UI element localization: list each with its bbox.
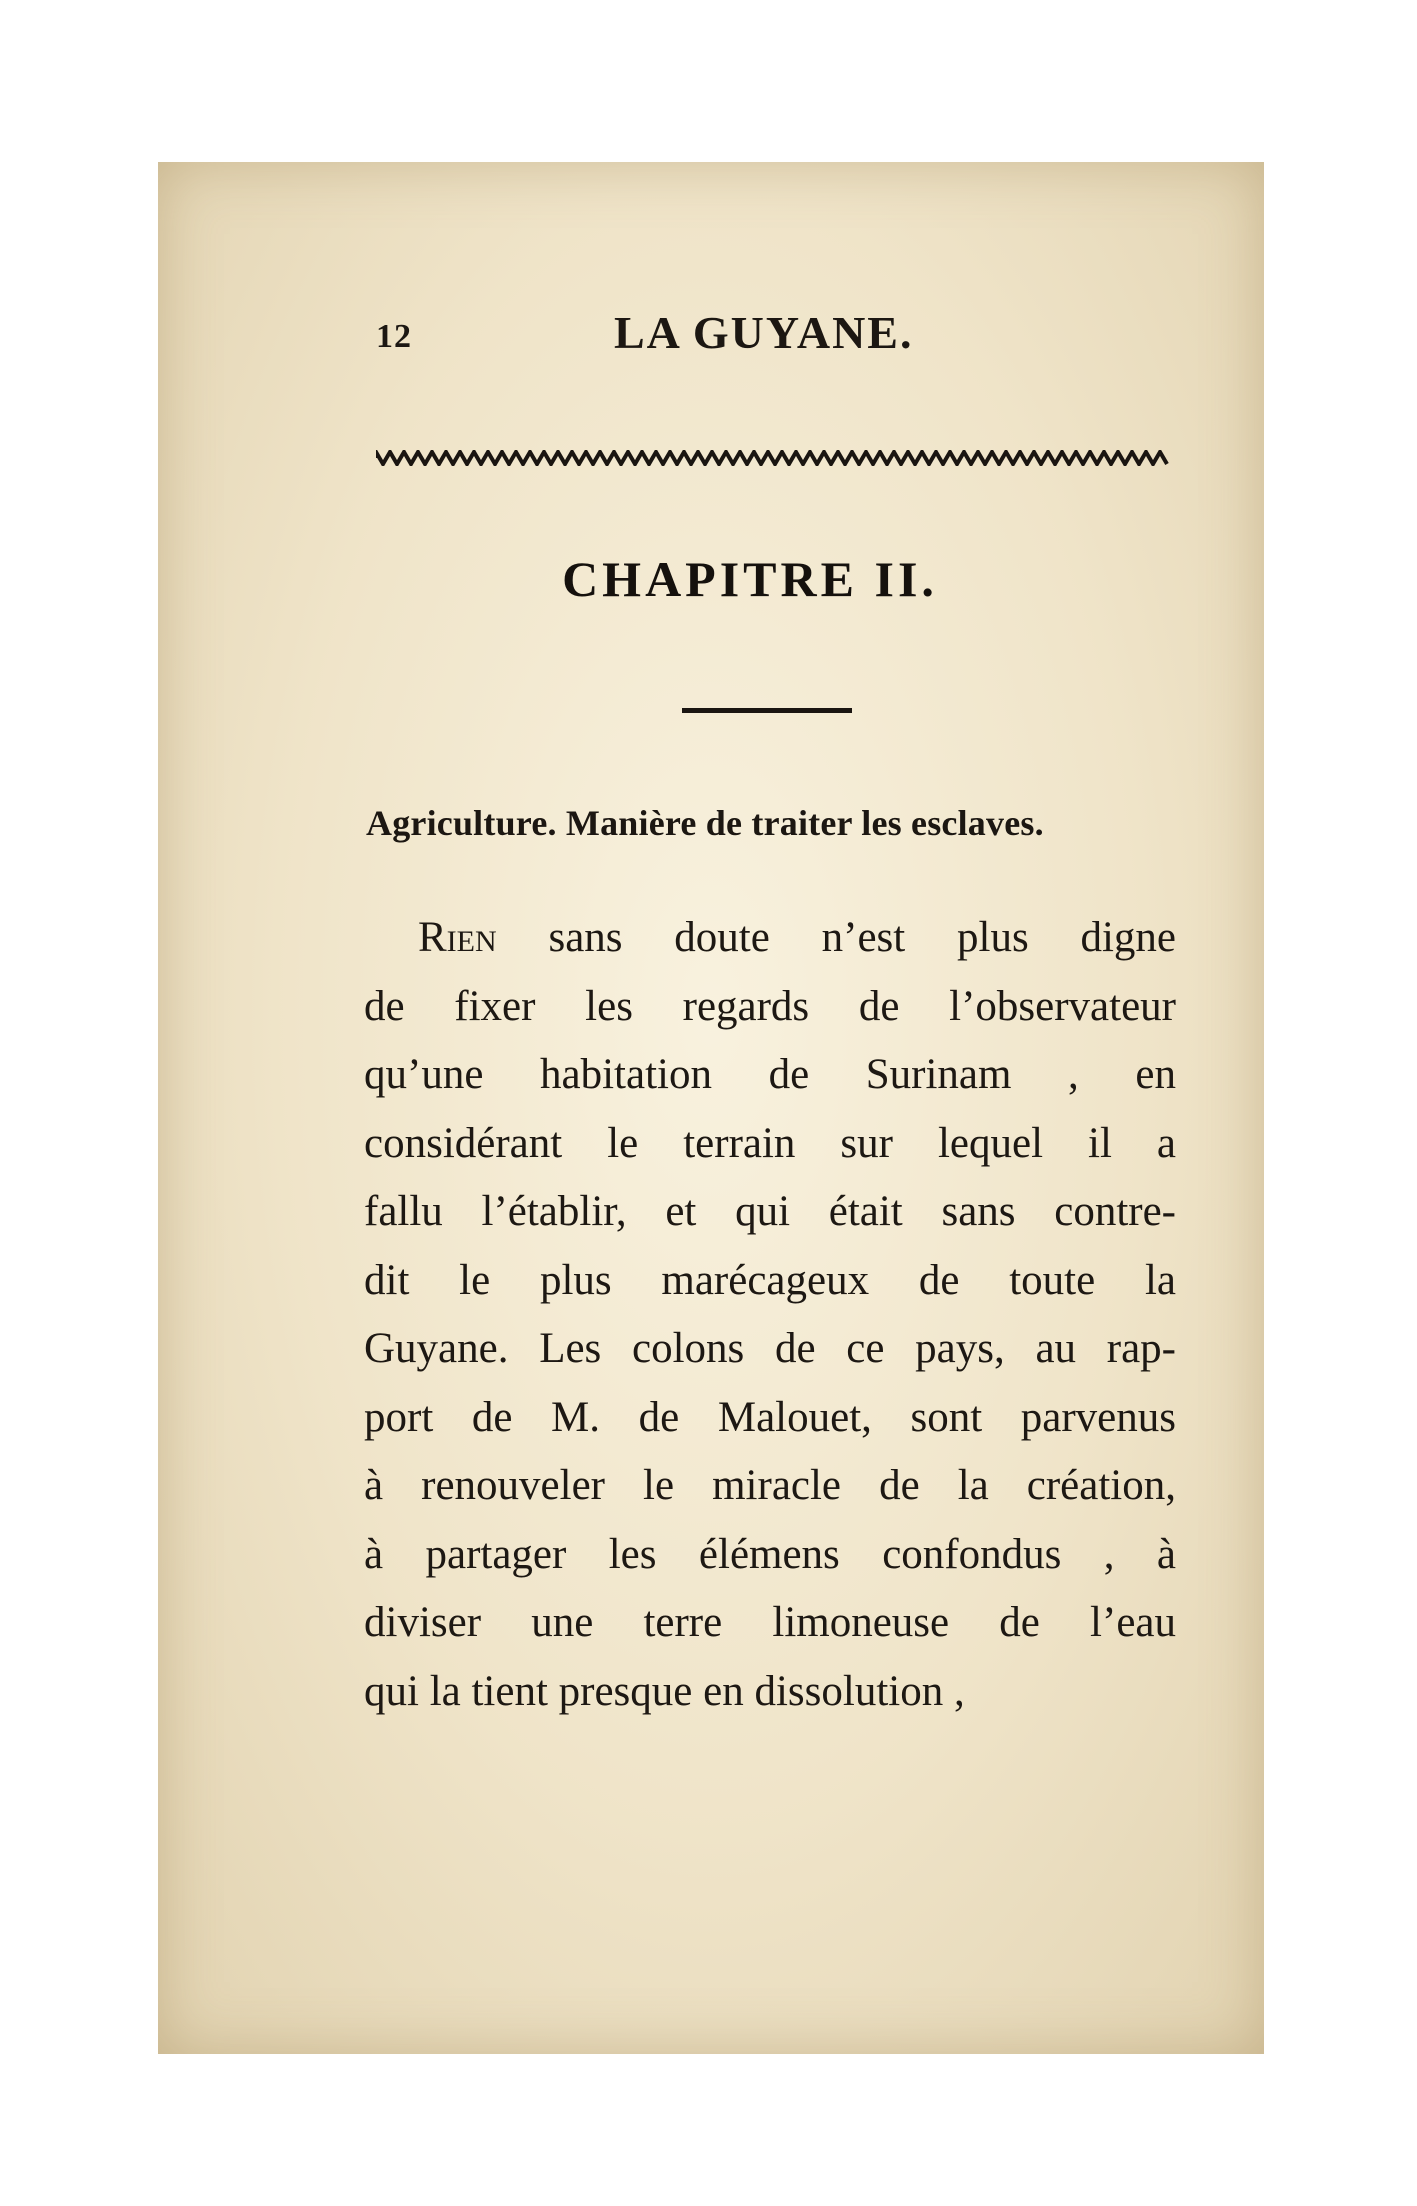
- body-line: diviser une terre limoneuse de l’eau: [364, 1599, 1176, 1646]
- body-paragraph: [364, 904, 1176, 1726]
- first-line-rest: sans doute n’est plus digne: [496, 914, 1176, 961]
- body-line-first: [364, 904, 1176, 973]
- body-line-last: qui la tient presque en dissolution ,: [364, 1667, 965, 1715]
- body-line: dit le plus marécageux de toute la: [364, 1256, 1176, 1304]
- body-line: fallu l’établir, et qui était sans contre-: [364, 1188, 1176, 1235]
- body-line: de fixer les regards de l’observateur: [364, 982, 1176, 1030]
- running-title: LA GUYANE.: [614, 307, 914, 358]
- running-head: [158, 302, 1264, 362]
- page-number: 12: [376, 318, 412, 355]
- drop-word: Rien: [418, 914, 497, 961]
- body-line: qu’une habitation de Surinam , en: [364, 1051, 1176, 1098]
- chapter-summary: Agriculture. Manière de traiter les esclaves.: [366, 803, 1044, 843]
- body-line: considérant le terrain sur lequel il a: [364, 1119, 1176, 1167]
- body-line: à partager les élémens confondus , à: [364, 1530, 1176, 1578]
- body-line: à renouveler le miracle de la création,: [364, 1462, 1176, 1509]
- section-divider: [682, 708, 852, 713]
- ornamental-wavy-rule: [376, 450, 1172, 466]
- body-line: port de M. de Malouet, sont parvenus: [364, 1393, 1176, 1441]
- page-scan: [158, 162, 1264, 2054]
- body-line: Guyane. Les colons de ce pays, au rap-: [364, 1325, 1176, 1372]
- chapter-heading: CHAPITRE II.: [562, 551, 938, 607]
